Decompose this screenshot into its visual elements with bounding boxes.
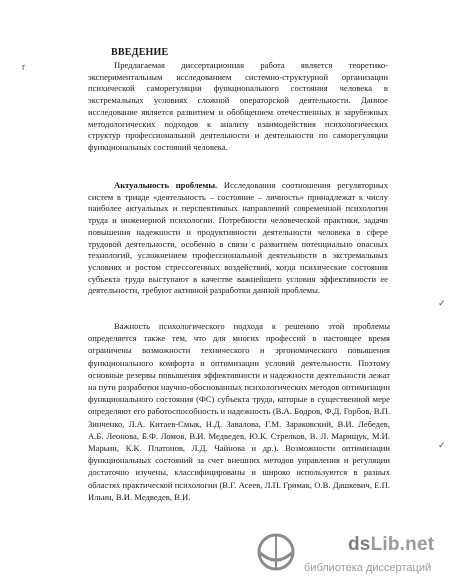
paragraph-importance-text: Важность психологического подхода к решению этой проблемы определяется также тем, что для многих профессий в настоящее время ограничены возможности технического и эргономического повышения функционального комфорта и оптимизации условий деятельности. Поэтому основные резервы повышения эффективности и надежности деятельности лежат на пути разработки научно-обоснованных психологических методов оптимизации функционального состояния (ФС) субъекта труда, которые в существенной мере определяют его работоспособность и надежность (В.А. Бодров, Ф.Д. Горбов, В.П. Зинченко, Л.А. Китаев-Смык, Н.Д. Завалова, Г.М. Зараковский, В.И. Лебедев, А.Б. Леонова, Б.Ф. Ломов, В.И. Медведев, Ю.К. Стрелков, В. Л. Марищук, М.И. Марьин, К.К. Платонов, Л.Д. Чайнова и др.). Возможности оптимизации функциональных состояний за счет внешних методов управления и регуляции достаточно изучены, классифицированы и широко используются в разных областях практической психологии (В.Г. Асеев, Л.П. Гримак, О.В. Дашкевич, Е.П. Ильин, В.И. Медведев, В.И. <box>88 321 390 502</box>
paragraph-intro <box>88 60 388 154</box>
margin-check-mark: ✓ <box>438 440 446 450</box>
margin-check-mark: ✓ <box>438 298 446 308</box>
paragraph-importance <box>88 320 390 503</box>
paragraph-intro-text: Предлагаемая диссертационная работа является теоретико-экспериментальным исследованием системно-структурной организации психической саморегуляции функционального состояния человека в экстремальных условиях сложной операторской деятельности. Данное исследование является развитием и обобщением отечественных и зарубежных методологических подходов к анализу взаимодействия психологических структур профессиональной деятельности и деятельности по саморегуляции функциональных состояний человека. <box>88 60 388 152</box>
relevance-lead: Актуальность проблемы. <box>114 180 218 190</box>
paragraph-relevance <box>88 180 388 297</box>
margin-mark: г <box>22 62 26 72</box>
paragraph-relevance-text: Исследования соотношения регуляторных систем в триаде «деятельность – состояние – личность» принадлежат к числу наиболее актуальных и перспективных направлений современной психологии труда и инженерной психологии. Потребности человеческой практики, задачи повышения надежности и продуктивности деятельности человека в сфере трудовой деятельности, особенно в связи с развитием потенциально опасных технологий, усложнением профессиональной деятельности в экстремальных условиях и ростом стрессогенных воздействий, когда психические состояния субъекта труда выступают в качестве важнейшего условия эффективности ее деятельности, требуют активной разработки данной проблемы. <box>88 180 388 296</box>
watermark-title: dsLib.net <box>348 534 435 555</box>
section-heading: ВВЕДЕНИЕ <box>111 47 169 58</box>
watermark-subtitle: библиотека диссертаций <box>304 562 432 574</box>
dslib-logo-icon <box>254 532 298 572</box>
dslib-watermark <box>252 528 450 582</box>
